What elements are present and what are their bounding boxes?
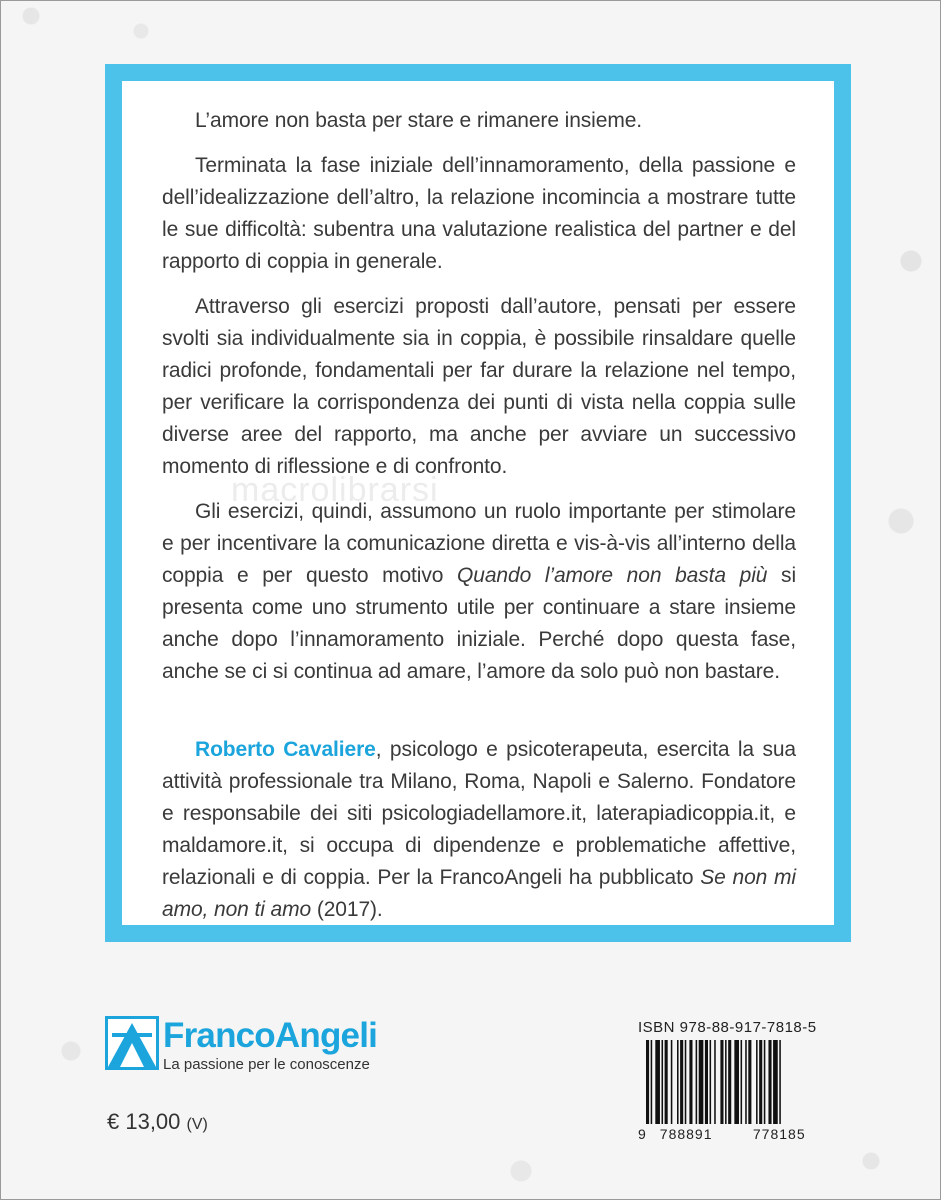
paragraph-2: Terminata la fase iniziale dell’innamoramento, della passione e dell’idealizzazione dell’altro, la relazione incomincia a mostrare tutte le sue difficoltà: subentra una valutazione realistica del partner e del rapporto di coppia in generale. [162,154,796,273]
watermark: macrolibrarsi [231,471,439,509]
book-title: Quando l’amore non basta più [457,564,768,587]
bio-text: , psicologo e psicoterapeuta, esercita la sua attività professionale tra Milano, Roma, Napoli e Salerno. Fondatore e responsabile dei siti psicologiadellamore.it, laterapiadicoppia.it, e maldamore.it, si occupa di dipendenze e problematiche affettive, relazionali e di coppia. Per la FrancoAngeli ha pubblicato [162,738,797,889]
author-name: Roberto Cavaliere [195,738,376,761]
publisher-logo [105,1016,377,1074]
barcode-digits-right: 778185 [752,1126,806,1142]
price [107,1109,208,1135]
publisher-logo-icon [105,1016,159,1070]
paragraph-4-text-b: si presenta come uno strumento utile per continuare a stare insieme anche dopo l’innamoramento iniziale. Perché dopo questa fase, anche se ci si continua ad amare, l’amore da solo può non bastare. [162,564,797,683]
isbn-label: ISBN 978-88-917-7818-5 [638,1019,817,1036]
paragraph-1: L’amore non basta per stare e rimanere insieme. [195,109,643,132]
barcode-digit-first: 9 [638,1126,647,1142]
publisher-logo-text [163,1016,377,1074]
paragraph-3: Attraverso gli esercizi proposti dall’autore, pensati per essere svolti sia individualmente sia in coppia, è possibile rinsaldare quelle radici profonde, fondamentali per far durare la relazione nel tempo, per verificare la corrispondenza dei punti di vista nella coppia sulle diverse aree del rapporto, ma anche per avviare un successivo momento di riflessione e di confronto. [162,295,796,478]
previous-book-year: (2017). [311,898,383,921]
blurb-content [162,105,796,939]
publisher-name: FrancoAngeli [163,1016,378,1055]
price-amount: € 13,00 [107,1109,181,1134]
barcode-digits-left: 788891 [659,1126,713,1142]
barcode-digits [638,1126,840,1142]
publisher-tagline: La passione per le conoscenze [163,1056,370,1073]
previous-book-title: Se non mi amo, non ti amo [162,866,796,921]
blurb-frame [105,64,851,942]
barcode [638,1040,840,1124]
author-bio [162,734,796,926]
barcode-icon [638,1040,840,1124]
price-vat: (V) [186,1116,208,1133]
isbn-block [638,1019,840,1142]
paragraph-4-text-a: Gli esercizi, quindi, assumono un ruolo importante per stimolare e per incentivare la comunicazione diretta e vis-à-vis all’interno della coppia e per questo motivo [162,500,796,587]
paragraph-4 [162,496,796,688]
